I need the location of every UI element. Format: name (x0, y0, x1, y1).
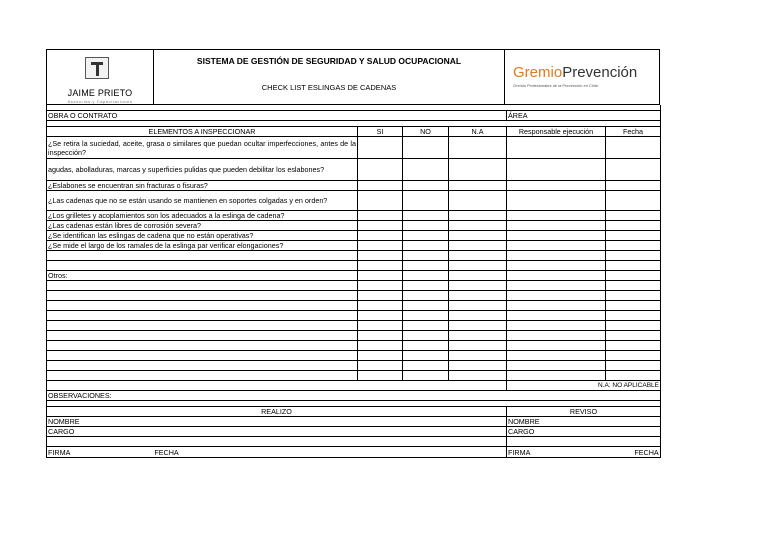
reviso-cargo[interactable]: CARGO (507, 427, 661, 437)
fecha-cell[interactable] (606, 341, 661, 351)
otros-line[interactable] (47, 281, 358, 291)
responsable-cell[interactable] (507, 311, 606, 321)
responsable-cell[interactable] (507, 191, 606, 211)
otros-line[interactable] (47, 361, 358, 371)
no-cell[interactable] (403, 301, 449, 311)
responsable-cell[interactable] (507, 371, 606, 381)
na-note: N.A: NO APLICABLE (507, 381, 661, 391)
na-cell[interactable] (449, 211, 507, 221)
si-cell[interactable] (358, 291, 403, 301)
logo-subtitle: Asesorías y Capacitaciones (67, 99, 133, 104)
fecha-cell[interactable] (606, 311, 661, 321)
na-cell[interactable] (449, 341, 507, 351)
col-fecha-header: Fecha (606, 127, 661, 137)
fecha-cell[interactable] (606, 261, 661, 271)
fecha-cell[interactable] (606, 361, 661, 371)
fecha-cell[interactable] (606, 251, 661, 261)
si-cell[interactable] (358, 241, 403, 251)
document-title: SISTEMA DE GESTIÓN DE SEGURIDAD Y SALUD OCUPACIONAL (196, 56, 462, 66)
col-na-header: N.A (449, 127, 507, 137)
responsable-cell[interactable] (507, 231, 606, 241)
no-cell[interactable] (403, 191, 449, 211)
reviso-firma-row[interactable] (507, 447, 661, 458)
no-cell[interactable] (403, 181, 449, 191)
si-cell[interactable] (358, 231, 403, 241)
brand-gremio: Gremio (513, 64, 563, 81)
otros-label: Otros: (47, 271, 358, 281)
no-cell[interactable] (403, 221, 449, 231)
no-cell[interactable] (403, 281, 449, 291)
si-cell[interactable] (358, 251, 403, 261)
reviso-firma: FIRMA (508, 447, 531, 457)
fecha-cell[interactable] (606, 301, 661, 311)
si-cell[interactable] (358, 261, 403, 271)
checklist-table (46, 105, 661, 458)
brand-prevencion: Prevención (562, 64, 638, 81)
si-cell[interactable] (358, 311, 403, 321)
fecha-cell[interactable] (606, 371, 661, 381)
si-cell[interactable] (358, 301, 403, 311)
si-cell[interactable] (358, 281, 403, 291)
responsable-cell[interactable] (507, 261, 606, 271)
si-cell[interactable] (358, 321, 403, 331)
fecha-cell[interactable] (606, 137, 661, 159)
na-cell[interactable] (449, 261, 507, 271)
no-cell[interactable] (403, 291, 449, 301)
na-cell[interactable] (449, 241, 507, 251)
responsable-cell[interactable] (507, 137, 606, 159)
responsable-cell[interactable] (507, 281, 606, 291)
responsable-cell[interactable] (507, 271, 606, 281)
responsable-cell[interactable] (507, 241, 606, 251)
fecha-cell[interactable] (606, 191, 661, 211)
responsable-cell[interactable] (507, 211, 606, 221)
na-cell[interactable] (449, 159, 507, 181)
si-cell[interactable] (358, 181, 403, 191)
col-si-header: SI (358, 127, 403, 137)
si-cell[interactable] (358, 341, 403, 351)
responsable-cell[interactable] (507, 361, 606, 371)
na-cell[interactable] (449, 351, 507, 361)
realizo-cargo[interactable]: CARGO (47, 427, 507, 437)
otros-line[interactable] (47, 321, 358, 331)
no-cell[interactable] (403, 311, 449, 321)
observaciones-label: OBSERVACIONES: (47, 391, 661, 401)
fecha-cell[interactable] (606, 231, 661, 241)
fecha-cell[interactable] (606, 221, 661, 231)
logo-mark-icon (85, 57, 109, 79)
si-cell[interactable] (358, 211, 403, 221)
no-cell[interactable] (403, 211, 449, 221)
no-cell[interactable] (403, 261, 449, 271)
item-text: ¿Los grilletes y acoplamientos son los adecuados a la eslinga de cadena? (47, 211, 358, 221)
no-cell[interactable] (403, 331, 449, 341)
fecha-cell[interactable] (606, 331, 661, 341)
fecha-cell[interactable] (606, 159, 661, 181)
col-no-header: NO (403, 127, 449, 137)
responsable-cell[interactable] (507, 351, 606, 361)
no-cell[interactable] (403, 271, 449, 281)
reviso-heading: REVISO (507, 407, 661, 417)
blank-item[interactable] (47, 261, 358, 271)
na-cell[interactable] (449, 321, 507, 331)
realizo-heading: REALIZO (47, 407, 507, 417)
na-cell[interactable] (449, 181, 507, 191)
no-cell[interactable] (403, 137, 449, 159)
fecha-cell[interactable] (606, 181, 661, 191)
document-subtitle: CHECK LIST ESLINGAS DE CADENAS (261, 83, 397, 92)
na-cell[interactable] (449, 331, 507, 341)
brand-tagline: Gremio Profesionales de la Prevención en Chile (513, 83, 599, 88)
col-responsable-header: Responsable ejecución (507, 127, 606, 137)
no-cell[interactable] (403, 351, 449, 361)
item-text: ¿Se mide el largo de los ramales de la eslinga par verificar elongaciones? (47, 241, 358, 251)
si-cell[interactable] (358, 191, 403, 211)
responsable-cell[interactable] (507, 291, 606, 301)
no-cell[interactable] (403, 251, 449, 261)
no-cell[interactable] (403, 371, 449, 381)
no-cell[interactable] (403, 241, 449, 251)
na-cell[interactable] (449, 361, 507, 371)
no-cell[interactable] (403, 159, 449, 181)
otros-line[interactable] (47, 311, 358, 321)
na-cell[interactable] (449, 251, 507, 261)
responsable-cell[interactable] (507, 341, 606, 351)
fecha-cell[interactable] (606, 241, 661, 251)
reviso-nombre[interactable]: NOMBRE (507, 417, 661, 427)
na-cell[interactable] (449, 231, 507, 241)
item-text: ¿Las cadenas están libres de corrosión severa? (47, 221, 358, 231)
gremio-prevencion-logo (505, 50, 659, 104)
na-cell[interactable] (449, 291, 507, 301)
document-header (46, 49, 660, 105)
area-label: ÁREA (507, 111, 661, 121)
responsable-cell[interactable] (507, 181, 606, 191)
item-text: ¿Se retira la suciedad, aceite, grasa o similares que puedan ocultar imperfecciones, antes de la inspección? (48, 138, 356, 157)
responsable-cell[interactable] (507, 251, 606, 261)
fecha-cell[interactable] (606, 351, 661, 361)
si-cell[interactable] (358, 137, 403, 159)
responsable-cell[interactable] (507, 321, 606, 331)
item-text: ¿Las cadenas que no se están usando se mantienen en soportes colgadas y en orden? (47, 191, 358, 211)
fecha-cell[interactable] (606, 281, 661, 291)
checklist-sheet (46, 49, 660, 458)
blank-item[interactable] (47, 251, 358, 261)
responsable-cell[interactable] (507, 331, 606, 341)
fecha-cell[interactable] (606, 291, 661, 301)
no-cell[interactable] (403, 321, 449, 331)
si-cell[interactable] (358, 361, 403, 371)
responsable-cell[interactable] (507, 301, 606, 311)
si-cell[interactable] (358, 371, 403, 381)
item-text: ¿Se identifican las eslingas de cadena que no están operativas? (47, 231, 358, 241)
na-cell[interactable] (449, 271, 507, 281)
col-elements-header: ELEMENTOS A INSPECCIONAR (47, 127, 358, 137)
si-cell[interactable] (358, 331, 403, 341)
otros-line[interactable] (47, 341, 358, 351)
header-title-cell (154, 50, 505, 104)
otros-line[interactable] (47, 351, 358, 361)
si-cell[interactable] (358, 271, 403, 281)
si-cell[interactable] (358, 351, 403, 361)
na-cell[interactable] (449, 191, 507, 211)
realizo-nombre[interactable]: NOMBRE (47, 417, 507, 427)
otros-line[interactable] (47, 301, 358, 311)
item-text: ¿Eslabones se encuentran sin fracturas o fisuras? (47, 181, 358, 191)
no-cell[interactable] (403, 341, 449, 351)
otros-line[interactable] (47, 291, 358, 301)
realizo-firma-row[interactable] (47, 447, 507, 458)
logo-name: JAIME PRIETO (67, 88, 133, 98)
na-cell[interactable] (449, 137, 507, 159)
na-cell[interactable] (449, 221, 507, 231)
jaime-prieto-logo (47, 50, 154, 104)
no-cell[interactable] (403, 361, 449, 371)
si-cell[interactable] (358, 221, 403, 231)
na-cell[interactable] (449, 301, 507, 311)
na-cell[interactable] (449, 311, 507, 321)
realizo-fecha: FECHA (154, 447, 179, 457)
responsable-cell[interactable] (507, 221, 606, 231)
realizo-firma: FIRMA (48, 447, 71, 457)
si-cell[interactable] (358, 159, 403, 181)
reviso-fecha: FECHA (634, 447, 659, 457)
fecha-cell[interactable] (606, 321, 661, 331)
otros-line[interactable] (47, 331, 358, 341)
item-text: agudas, abolladuras, marcas y superficies pulidas que pueden debilitar los eslabones? (47, 159, 358, 181)
obra-contrato-label: OBRA O CONTRATO (47, 111, 507, 121)
fecha-cell[interactable] (606, 211, 661, 221)
no-cell[interactable] (403, 231, 449, 241)
fecha-cell[interactable] (606, 271, 661, 281)
responsable-cell[interactable] (507, 159, 606, 181)
otros-line[interactable] (47, 371, 358, 381)
na-cell[interactable] (449, 371, 507, 381)
na-cell[interactable] (449, 281, 507, 291)
